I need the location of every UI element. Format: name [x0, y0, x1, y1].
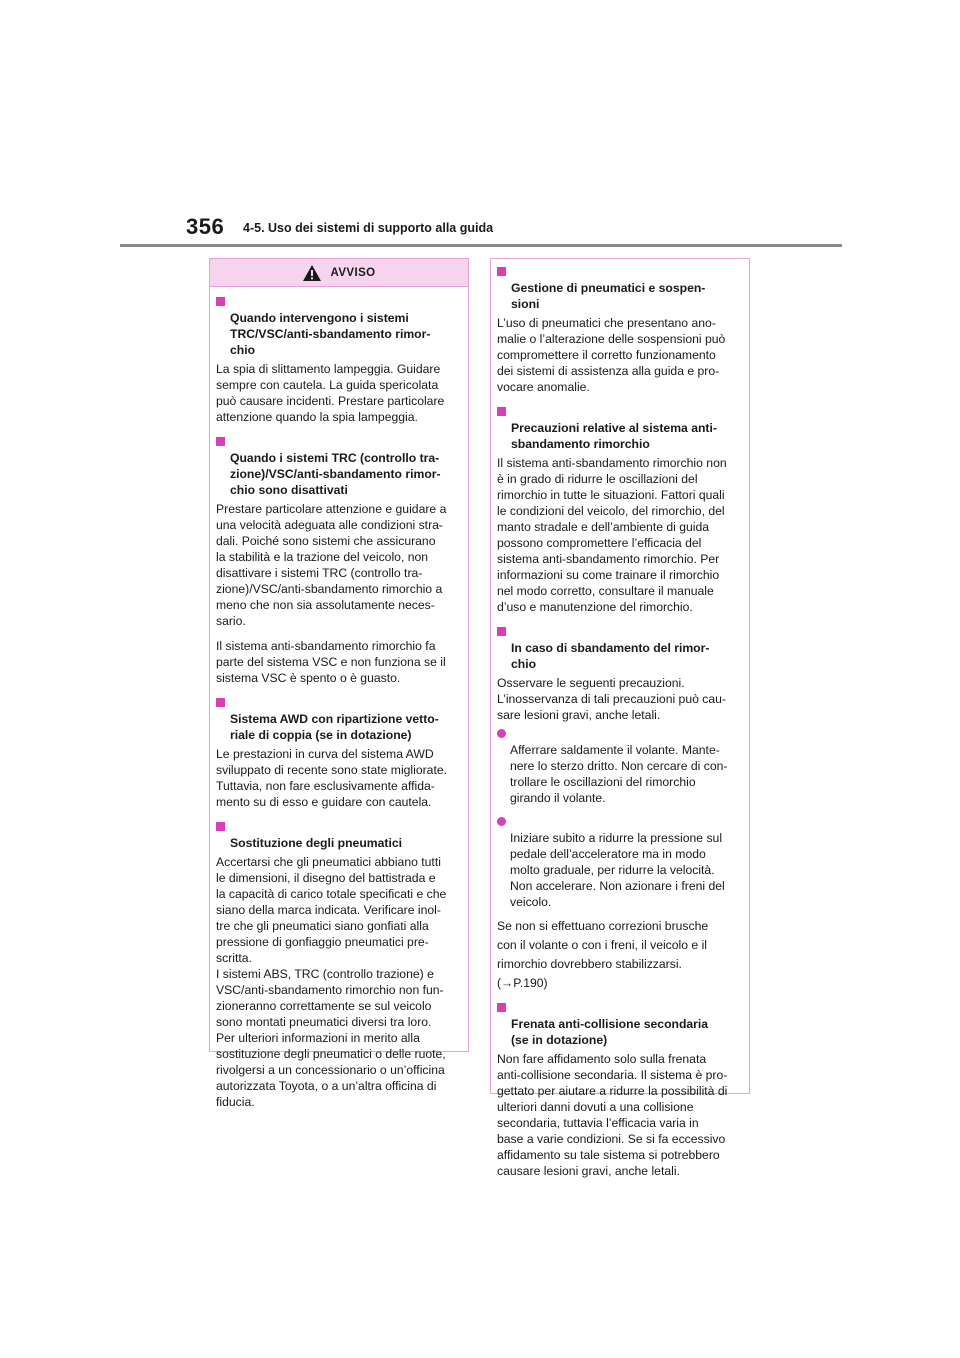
section-paragraph: La spia di slittamento lampeggia. Guidare sempre con cautela. La guida spericolata può causare incidenti. Prestare particolare attenzione quando la spia lampeggia. — [216, 362, 445, 424]
section-heading: Quando i sistemi TRC (controllo tra- zione)/VSC/anti-sbandamento rimor- chio sono disattivati — [216, 434, 462, 498]
section-title: 4-5. Uso dei sistemi di supporto alla guida — [243, 221, 494, 235]
section-paragraph: Osservare le seguenti precauzioni. L’inosservanza di tali precauzioni può cau- sare lesioni gravi, anche letali. — [497, 676, 726, 722]
section-paragraph: L’uso di pneumatici che presentano ano- malie o l’alterazione delle sospensioni può compromettere il corretto funzionamento dei sistemi di assistenza alla guida e pro- vocare anomalie. — [497, 316, 726, 394]
warning-header — [210, 259, 468, 287]
page-number: 356 — [186, 214, 225, 239]
square-bullet-icon — [497, 267, 506, 276]
round-bullet-icon — [497, 817, 506, 826]
warning-title: AVVISO — [330, 266, 376, 279]
text-line: Se non si effettuano correzioni brusche — [497, 919, 709, 933]
warning-triangle-icon — [302, 264, 322, 282]
square-bullet-icon — [497, 1003, 506, 1012]
notice-content — [491, 259, 749, 1179]
section-heading: Precauzioni relative al sistema anti- sbandamento rimorchio — [497, 404, 743, 452]
warning-content — [210, 287, 468, 1110]
square-bullet-icon — [216, 822, 225, 831]
square-bullet-icon — [216, 698, 225, 707]
section-heading: Frenata anti-collisione secondaria (se in dotazione) — [497, 1000, 743, 1048]
section-heading: Sostituzione degli pneumatici — [216, 819, 462, 851]
list-item: Afferrare saldamente il volante. Mante- nere lo sterzo dritto. Non cercare di con- trollare le oscillazioni del rimorchio girando il volante. — [497, 726, 743, 806]
section-heading: In caso di sbandamento del rimor- chio — [497, 624, 743, 672]
warning-box — [209, 258, 469, 1109]
section-paragraph: Il sistema anti-sbandamento rimorchio fa parte del sistema VSC e non funziona se il sistema VSC è spento o è guasto. — [216, 639, 446, 685]
list-item: Iniziare subito a ridurre la pressione sul pedale dell’acceleratore ma in modo molto graduale, per ridurre la velocità. Non accelerare. Non azionare i freni del veicolo. — [497, 814, 743, 910]
square-bullet-icon — [216, 437, 225, 446]
header-rule — [120, 244, 842, 247]
section-paragraph: Prestare particolare attenzione e guidare a una velocità adeguata alle condizioni stra- dali. Poiché sono sistemi che assicurano la stabilità e la trazione del veicolo, non disattivare i sistemi TRC (controllo tra- zione)/VSC/anti-sbandamento rimorchio a meno che non sia assolutamente neces- sario. — [216, 502, 447, 628]
text-line: rimorchio dovrebbero stabilizzarsi. — [497, 957, 682, 971]
section-heading: Sistema AWD con ripartizione vetto- riale di coppia (se in dotazione) — [216, 695, 462, 743]
section-paragraph: Accertarsi che gli pneumatici abbiano tutti le dimensioni, il disegno del battistrada e la capacità di carico totale specificati e che siano della marca indicata. Verificare inol- tre che gli pneumatici siano gonfiati alla pressione di gonfiaggio pneumatici pre- scritta. I sistemi ABS, TRC (controllo trazione) e VSC/anti-sbandamento rimorchio non fun- zioneranno correttamente se sul veicolo sono montati pneumatici diversi tra loro. Per ulteriori informazioni in merito alla sostituzione degli pneumatici o delle ruote, rivolgersi a un concessionario o un’officina autorizzata Toyota, o a un’altra officina di fiducia. — [216, 855, 447, 1109]
square-bullet-icon — [497, 407, 506, 416]
text-line: con il volante o con i freni, il veicolo e il — [497, 938, 708, 952]
section-paragraph: Non fare affidamento solo sulla frenata anti-collisione secondaria. Il sistema è pro- gettato per aiutare a ridurre la possibilità di ulteriori danni dovuti a una collisione secondaria, tuttavia l’efficacia varia in base a varie condizioni. Se si fa eccessivo affidamento su tale sistema si potrebbero causare lesioni gravi, anche letali. — [497, 1052, 728, 1178]
square-bullet-icon — [216, 297, 225, 306]
section-heading: Quando intervengono i sistemi TRC/VSC/anti-sbandamento rimor- chio — [216, 294, 462, 358]
square-bullet-icon — [497, 627, 506, 636]
section-heading: Gestione di pneumatici e sospen- sioni — [497, 264, 743, 312]
round-bullet-icon — [497, 729, 506, 738]
section-paragraph: Il sistema anti-sbandamento rimorchio non è in grado di ridurre le oscillazioni del rimorchio in tutte le situazioni. Fattori quali le condizioni del veicolo, del rimorchio, del manto stradale e dell’ambiente di guida possono compromettere l’efficacia del sistema anti-sbandamento rimorchio. Per informazioni su come trainare il rimorchio nel modo corretto, consultare il manuale d’uso e manutenzione del rimorchio. — [497, 456, 727, 614]
notice-box — [490, 258, 750, 1178]
section-paragraph: Le prestazioni in curva del sistema AWD sviluppato di recente sono state migliorate. Tuttavia, non fare esclusivamente affida- mento su di esso e guidare con cautela. — [216, 747, 448, 809]
page-reference: (→P.190) — [497, 976, 548, 990]
